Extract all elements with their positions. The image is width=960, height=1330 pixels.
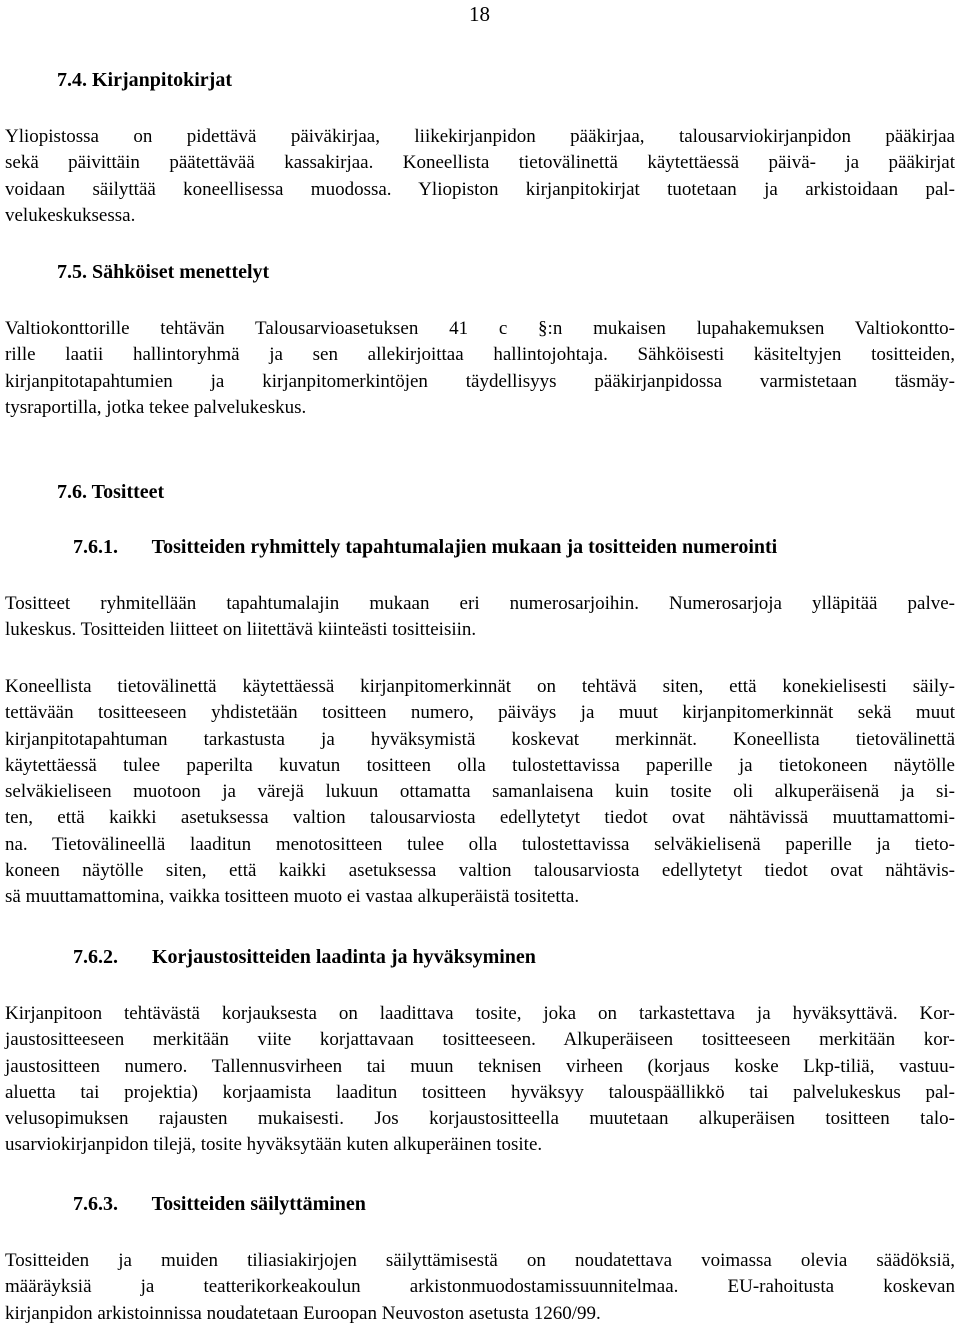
text-line: sekä päivittäin päätettävää kassakirjaa. Koneellista tietovälinettä käytettäessä päivä- ja pääkirjat — [5, 152, 955, 174]
heading-title: Sähköiset menettelyt — [92, 261, 270, 283]
text-line: kirjanpitotapahtuman tarkastusta ja hyväksymistä koskevat merkinnät. Koneellista tietovälinettä — [5, 728, 955, 750]
heading-title: Tositteet — [91, 481, 165, 503]
paragraph — [5, 674, 955, 911]
text-line: tysraportilla, jotka tekee palvelukeskus. — [5, 396, 307, 418]
heading-tositteet — [57, 481, 164, 504]
text-line: Koneellista tietovälinettä käytettäessä kirjanpitomerkinnät on tehtävä siten, että konekielisesti säily- — [5, 676, 955, 697]
heading-number: 7.6. — [57, 481, 87, 503]
heading-tositteiden-ryhmittely — [73, 536, 777, 559]
heading-kirjanpitokirjat — [57, 69, 232, 92]
text-line: käytettäessä tulee paperilta kuvatun tositteen olla tulostettavissa paperille ja tietokoneen näytölle — [5, 754, 955, 776]
text-line: tettävään tositteeseen yhdistetään tositteen numero, päiväys ja muut kirjanpitomerkinnät sekä muut — [5, 702, 955, 724]
text-line: selväkieliseen muotoon ja värejä lukuun ottamatta samanlaisena kuin tosite oli alkuperäisenä ja si- — [5, 781, 955, 803]
text-line: rille laatii hallintoryhmä ja sen allekirjoittaa hallintojohtaja. Sähköisesti käsiteltyjen tositteiden, — [5, 344, 955, 366]
page-number: 18 — [469, 2, 490, 26]
heading-number: 7.6.1. — [73, 536, 118, 558]
heading-sahkoiset-menettelyt — [57, 261, 269, 284]
heading-tositteiden-sailyttaminen — [73, 1193, 366, 1216]
paragraph — [5, 316, 955, 421]
text-line: jaustositteeseen merkitään viite korjattavaan tositteeseen. Alkuperäiseen tositteeseen merkitään kor- — [5, 1029, 955, 1051]
text-line: Tositteet ryhmitellään tapahtumalajin mukaan eri numerosarjoihin. Numerosarjoja ylläpitää palve- — [5, 593, 955, 614]
heading-title: Kirjanpitokirjat — [92, 69, 232, 91]
heading-title: Tositteiden säilyttäminen — [151, 1193, 366, 1215]
text-line: sä muuttamattomina, vaikka tositteen muoto ei vastaa alkuperäistä tositetta. — [5, 886, 580, 908]
text-line: ten, että kaikki asetuksessa valtion talousarviosta edellytetyt tiedot ovat nähtävissä muuttamattomi- — [5, 807, 955, 829]
text-line: aluetta tai projektia) korjaamista laaditun tositteen hyväksyy talouspäällikkö tai palvelukeskus pal- — [5, 1081, 955, 1103]
text-line: lukeskus. Tositteiden liitteet on liitettävä kiinteästi tositteisiin. — [5, 619, 477, 641]
text-line: kirjanpidon arkistoinnissa noudatetaan Euroopan Neuvoston asetusta 1260/99. — [5, 1302, 601, 1324]
heading-title: Korjaustositteiden laadinta ja hyväksyminen — [152, 946, 536, 968]
heading-number: 7.6.3. — [73, 1193, 118, 1215]
heading-number: 7.6.2. — [73, 946, 118, 968]
heading-number: 7.5. — [57, 261, 87, 283]
text-line: määräyksiä ja teatterikorkeakoulun arkistonmuodostamissuunnitelmaa. EU-rahoitusta koskevan — [5, 1276, 955, 1298]
text-line: usarviokirjanpidon tilejä, tosite hyväksytään kuten alkuperäinen tosite. — [5, 1134, 543, 1156]
text-line: Yliopistossa on pidettävä päiväkirjaa, liikekirjanpidon pääkirjaa, talousarviokirjanpidon pääkirjaa — [5, 126, 955, 147]
text-line: Valtiokonttorille tehtävän Talousarvioasetuksen 41 c §:n mukaisen lupahakemuksen Valtiokontto- — [5, 318, 955, 339]
heading-korjaustositteiden-laadinta — [73, 946, 536, 969]
text-line: Kirjanpitoon tehtävästä korjauksesta on laadittava tosite, joka on tarkastettava ja hyväksyttävä. Kor- — [5, 1003, 955, 1024]
text-line: kirjanpitotapahtumien ja kirjanpitomerkintöjen täydellisyys pääkirjanpidossa varmistetaan täsmäy- — [5, 370, 955, 392]
text-line: velusopimuksen rajausten mukaisesti. Jos korjaustositteella muutetaan alkuperäisen tositteen talo- — [5, 1108, 955, 1130]
text-line: velukeskuksessa. — [5, 204, 136, 226]
paragraph — [5, 1001, 955, 1159]
paragraph — [5, 1248, 955, 1327]
text-line: na. Tietovälineellä laaditun menotositteen tulee olla tulostettavissa selväkielisenä paperille ja tieto- — [5, 833, 955, 855]
text-line: koneen näytölle siten, että kaikki asetuksessa valtion talousarviosta edellytetyt tiedot ovat nähtävis- — [5, 860, 955, 882]
heading-number: 7.4. — [57, 69, 87, 91]
paragraph — [5, 124, 955, 229]
text-line: Tositteiden ja muiden tiliasiakirjojen säilyttämisestä on noudatettava voimassa olevia säädöksiä, — [5, 1250, 955, 1271]
heading-title: Tositteiden ryhmittely tapahtumalajien mukaan ja tositteiden numerointi — [151, 536, 778, 558]
paragraph — [5, 591, 955, 644]
text-line: voidaan säilyttää koneellisessa muodossa. Yliopiston kirjanpitokirjat tuotetaan ja arkistoidaan pal- — [5, 178, 955, 200]
text-line: jaustositteen numero. Tallennusvirheen tai muun teknisen virheen (korjaus koske Lkp-tiliä, vastuu- — [5, 1055, 955, 1077]
